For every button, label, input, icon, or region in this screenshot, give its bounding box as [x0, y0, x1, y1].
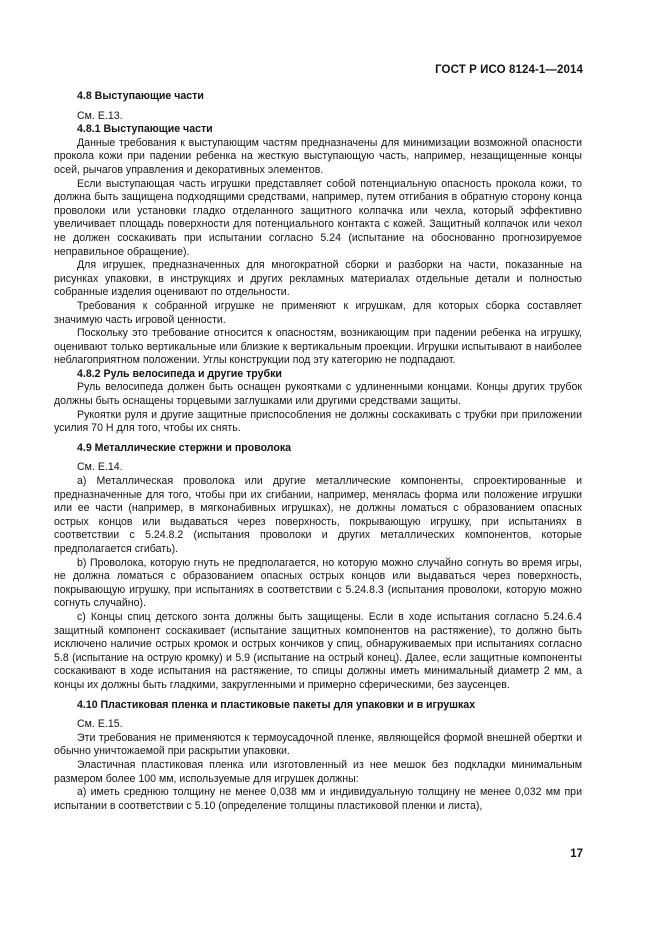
- see-reference: См. Е.14.: [77, 461, 123, 474]
- section-title-4-9: 4.9 Металлические стержни и проволока: [77, 441, 292, 454]
- paragraph: Рукоятки руля и другие защитные приспособления не должны соскакивать с трубки при приложении усилия 70 Н для того, чтобы их снять.: [54, 408, 582, 435]
- document-body: [54, 90, 582, 813]
- paragraph: Поскольку это требование относится к опасностям, возникающим при падении ребенка на игрушку, оценивают только вертикальные или близкие к вертикальным проекции. Игрушки испытывают в наиболее неблагоприятном положении. Углы конструкции под эту категорию не подпадают.: [54, 327, 582, 367]
- section-title-4-10: 4.10 Пластиковая пленка и пластиковые пакеты для упаковки и в игрушках: [77, 698, 476, 711]
- subsection-title-4-8-2: 4.8.2 Руль велосипеда и другие трубки: [77, 367, 282, 380]
- section-title-4-8: 4.8 Выступающие части: [77, 90, 204, 102]
- page-number: 17: [570, 848, 583, 860]
- paragraph: Если выступающая часть игрушки представляет собой потенциальную опасность прокола кожи, то должна быть защищена подходящими средствами, например, путем отгибания в обратную сторону конца проволоки или установки гладко отделанного защитного колпачка или чехла, который эффективно увеличивает площадь поверхности для потенциального контакта с кожей. Защитный колпачок или чехол не должен соскакивать при испытании согласно 5.24 (испытание на обоснованно прогнозируемое неправильное обращение).: [54, 177, 582, 258]
- see-reference: См. Е.13.: [77, 109, 123, 122]
- see-reference: См. Е.15.: [77, 718, 123, 731]
- paragraph: Для игрушек, предназначенных для многократной сборки и разборки на части, показанные на рисунках упаковки, в инструкциях и других рекламных материалах отдельные детали и полностью собранные изделия оценивают по отдельности.: [54, 259, 582, 299]
- subsection-title-4-8-1: 4.8.1 Выступающие части: [77, 123, 213, 136]
- paragraph: Данные требования к выступающим частям предназначены для минимизации возможной опасности прокола кожи при падении ребенка на жесткую выступающую часть, например, незащищенные концы осей, рычагов управления и декоративных элементов.: [54, 136, 582, 176]
- list-item-a: а) иметь среднюю толщину не менее 0,038 мм и индивидуальную толщину не менее 0,032 мм при испытании в соответствии с 5.10 (определение толщины пластиковой пленки и листа),: [54, 786, 582, 812]
- paragraph: Руль велосипеда должен быть оснащен рукоятками с удлиненными концами. Концы других трубок должны быть оснащены торцевыми заглушками или другими средствами защиты.: [54, 381, 582, 408]
- paragraph: Эластичная пластиковая пленка или изготовленный из нее мешок без подкладки минимальным размером более 100 мм, используемые для игрушек должны:: [54, 758, 582, 785]
- list-item-c: с) Концы спиц детского зонта должны быть защищены. Если в ходе испытания согласно 5.24.6.4 защитный компонент соскакивает (испытание защитных компонентов на растяжение), то должно быть исключено наличие острых кромок и острых кончиков у спиц, обнаруживаемых при испытаниях согласно 5.8 (испытание на острую кромку) и 5.9 (испытание на острый конец). Далее, если защитные компоненты соскакивают в ходе испытания на растяжение, то спицы должны иметь минимальный диаметр 2 мм, а концы их должны быть гладкими, закругленными и примерно сферическими, без заусенцев.: [54, 610, 582, 691]
- paragraph: Эти требования не применяются к термоусадочной пленке, являющейся формой внешней обертки и обычно уничтожаемой при раскрытии упаковки.: [54, 731, 582, 758]
- standard-header: ГОСТ Р ИСО 8124-1—2014: [435, 64, 583, 76]
- paragraph: Требования к собранной игрушке не применяют к игрушкам, для которых сборка составляет значимую часть игровой ценности.: [54, 299, 582, 326]
- list-item-b: b) Проволока, которую гнуть не предполагается, но которую можно случайно согнуть во время игры, не должна ломаться с образованием опасных острых концов или выдаваться через поверхность, покрывающую игрушку, при испытаниях в соответствии с 5.24.8.3 (испытания проволоки, которую можно согнуть случайно).: [54, 556, 582, 610]
- list-item-a: а) Металлическая проволока или другие металлические компоненты, спроектированные и предназначенные для того, чтобы при их сгибании, например, менялась форма или положение игрушки или ее части (например, в мягконабивных игрушках), не должны ломаться с образованием опасных острых концов или выдаваться через поверхность, покрывающую игрушку, при испытаниях в соответствии с 5.24.8.2 (испытания проволоки и других металлических компонентов, которые предполагается сгибать).: [54, 475, 582, 555]
